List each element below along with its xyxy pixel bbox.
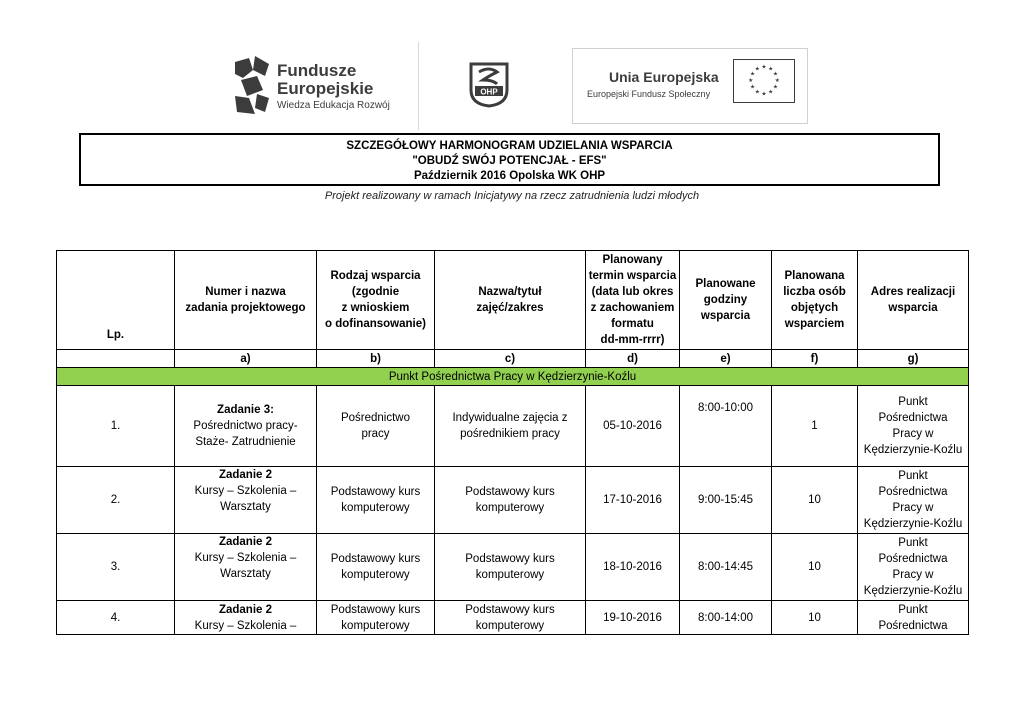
schedule-table (56, 250, 969, 635)
header-adres: Adres realizacji wsparcia (858, 251, 969, 350)
svg-text:★: ★ (772, 84, 779, 91)
row-godziny: 8:00-14:45 (680, 534, 772, 601)
eu-logo-line2: Europejski Fundusz Społeczny (587, 89, 711, 99)
row-liczba: 10 (772, 467, 858, 534)
fundusze-europejskie-mark-icon (235, 56, 269, 114)
header-nazwa: Nazwa/tytuł zajęć/zakres (435, 251, 586, 350)
letter-a: a) (175, 350, 317, 368)
row-lp: 4. (57, 601, 175, 635)
row-godziny: 9:00-15:45 (680, 467, 772, 534)
svg-text:★: ★ (768, 89, 774, 96)
svg-text:★: ★ (749, 84, 756, 91)
row-termin: 05-10-2016 (586, 386, 680, 467)
ohp-logo-text: OHP (480, 87, 498, 97)
svg-text:★: ★ (774, 77, 780, 84)
fe-logo-line2: Europejskie (277, 79, 374, 98)
row-termin: 17-10-2016 (586, 467, 680, 534)
row-zadanie: Zadanie 2 Kursy – Szkolenia – (175, 601, 317, 635)
row-nazwa: Podstawowy kurs komputerowy (435, 534, 586, 601)
row-liczba: 1 (772, 386, 858, 467)
header-lp: Lp. (57, 251, 175, 350)
row-adres: Punkt Pośrednictwa Pracy w Kędzierzynie-Koźlu (858, 534, 969, 601)
letter-f: f) (772, 350, 858, 368)
row-lp: 3. (57, 534, 175, 601)
row-termin: 18-10-2016 (586, 534, 680, 601)
section-row (57, 368, 969, 386)
table-row (57, 386, 969, 467)
row-lp: 2. (57, 467, 175, 534)
row-rodzaj: Podstawowy kurs komputerowy (317, 534, 435, 601)
eu-logo-line1: Unia Europejska (609, 69, 719, 85)
header-numer: Numer i nazwa zadania projektowego (175, 251, 317, 350)
letter-g: g) (858, 350, 969, 368)
unia-europejska-logo (572, 48, 808, 124)
letter-c: c) (435, 350, 586, 368)
row-lp: 1. (57, 386, 175, 467)
row-adres: Punkt Pośrednictwa Pracy w Kędzierzynie-Koźlu (858, 467, 969, 534)
project-subtitle: Projekt realizowany w ramach Inicjatywy na rzecz zatrudnienia ludzi młodych (324, 190, 700, 202)
svg-text:★: ★ (754, 66, 760, 73)
row-godziny: 8:00-14:00 (680, 601, 772, 635)
fundusze-europejskie-logo (235, 52, 405, 118)
table-row (57, 601, 969, 635)
title-line3: Październik 2016 Opolska WK OHP (413, 170, 606, 182)
title-line2: "OBUDŹ SWÓJ POTENCJAŁ - EFS" (412, 155, 607, 167)
fe-logo-line1: Fundusze (277, 61, 357, 80)
row-rodzaj: Podstawowy kurs komputerowy (317, 601, 435, 635)
fe-logo-line3: Wiedza Edukacja Rozwój (277, 100, 390, 111)
header-godziny: Planowane godziny wsparcia (680, 251, 772, 350)
svg-text:★: ★ (768, 66, 774, 73)
svg-text:★: ★ (772, 71, 779, 78)
row-liczba: 10 (772, 601, 858, 635)
svg-text:★: ★ (748, 77, 754, 84)
row-nazwa: Indywidualne zajęcia z pośrednikiem pracy (435, 386, 586, 467)
table-header-row (57, 251, 969, 350)
svg-text:★: ★ (761, 91, 767, 98)
row-nazwa: Podstawowy kurs komputerowy (435, 601, 586, 635)
column-letters-row (57, 350, 969, 368)
section-label: Punkt Pośrednictwa Pracy w Kędzierzynie-Koźlu (57, 368, 969, 386)
ohp-logo-icon (465, 60, 513, 108)
letter-b: b) (317, 350, 435, 368)
letter-d: d) (586, 350, 680, 368)
row-liczba: 10 (772, 534, 858, 601)
row-rodzaj: Pośrednictwo pracy (317, 386, 435, 467)
row-adres: Punkt Pośrednictwa Pracy w Kędzierzynie-Koźlu (858, 386, 969, 467)
row-zadanie: Zadanie 2 Kursy – Szkolenia – Warsztaty (175, 467, 317, 534)
svg-text:★: ★ (761, 64, 767, 71)
row-rodzaj: Podstawowy kurs komputerowy (317, 467, 435, 534)
header-liczba: Planowana liczba osób objętych wsparciem (772, 251, 858, 350)
row-adres: Punkt Pośrednictwa (858, 601, 969, 635)
svg-text:★: ★ (754, 89, 760, 96)
table-row (57, 467, 969, 534)
row-zadanie: Zadanie 3: Pośrednictwo pracy- Staże- Zatrudnienie (175, 386, 317, 467)
row-zadanie: Zadanie 2 Kursy – Szkolenia – Warsztaty (175, 534, 317, 601)
header-termin: Planowany termin wsparcia (data lub okres z zachowaniem formatu dd-mm-rrrr) (586, 251, 680, 350)
logo-divider (418, 42, 419, 130)
row-termin: 19-10-2016 (586, 601, 680, 635)
header-rodzaj: Rodzaj wsparcia (zgodnie z wnioskiem o dofinansowanie) (317, 251, 435, 350)
document-title-box (79, 133, 940, 186)
title-line1: SZCZEGÓŁOWY HARMONOGRAM UDZIELANIA WSPARCIA (346, 140, 673, 152)
row-nazwa: Podstawowy kurs komputerowy (435, 467, 586, 534)
table-row (57, 534, 969, 601)
letter-e: e) (680, 350, 772, 368)
eu-flag-icon (733, 59, 795, 103)
svg-text:★: ★ (749, 71, 756, 78)
row-godziny: 8:00-10:00 (680, 386, 772, 467)
